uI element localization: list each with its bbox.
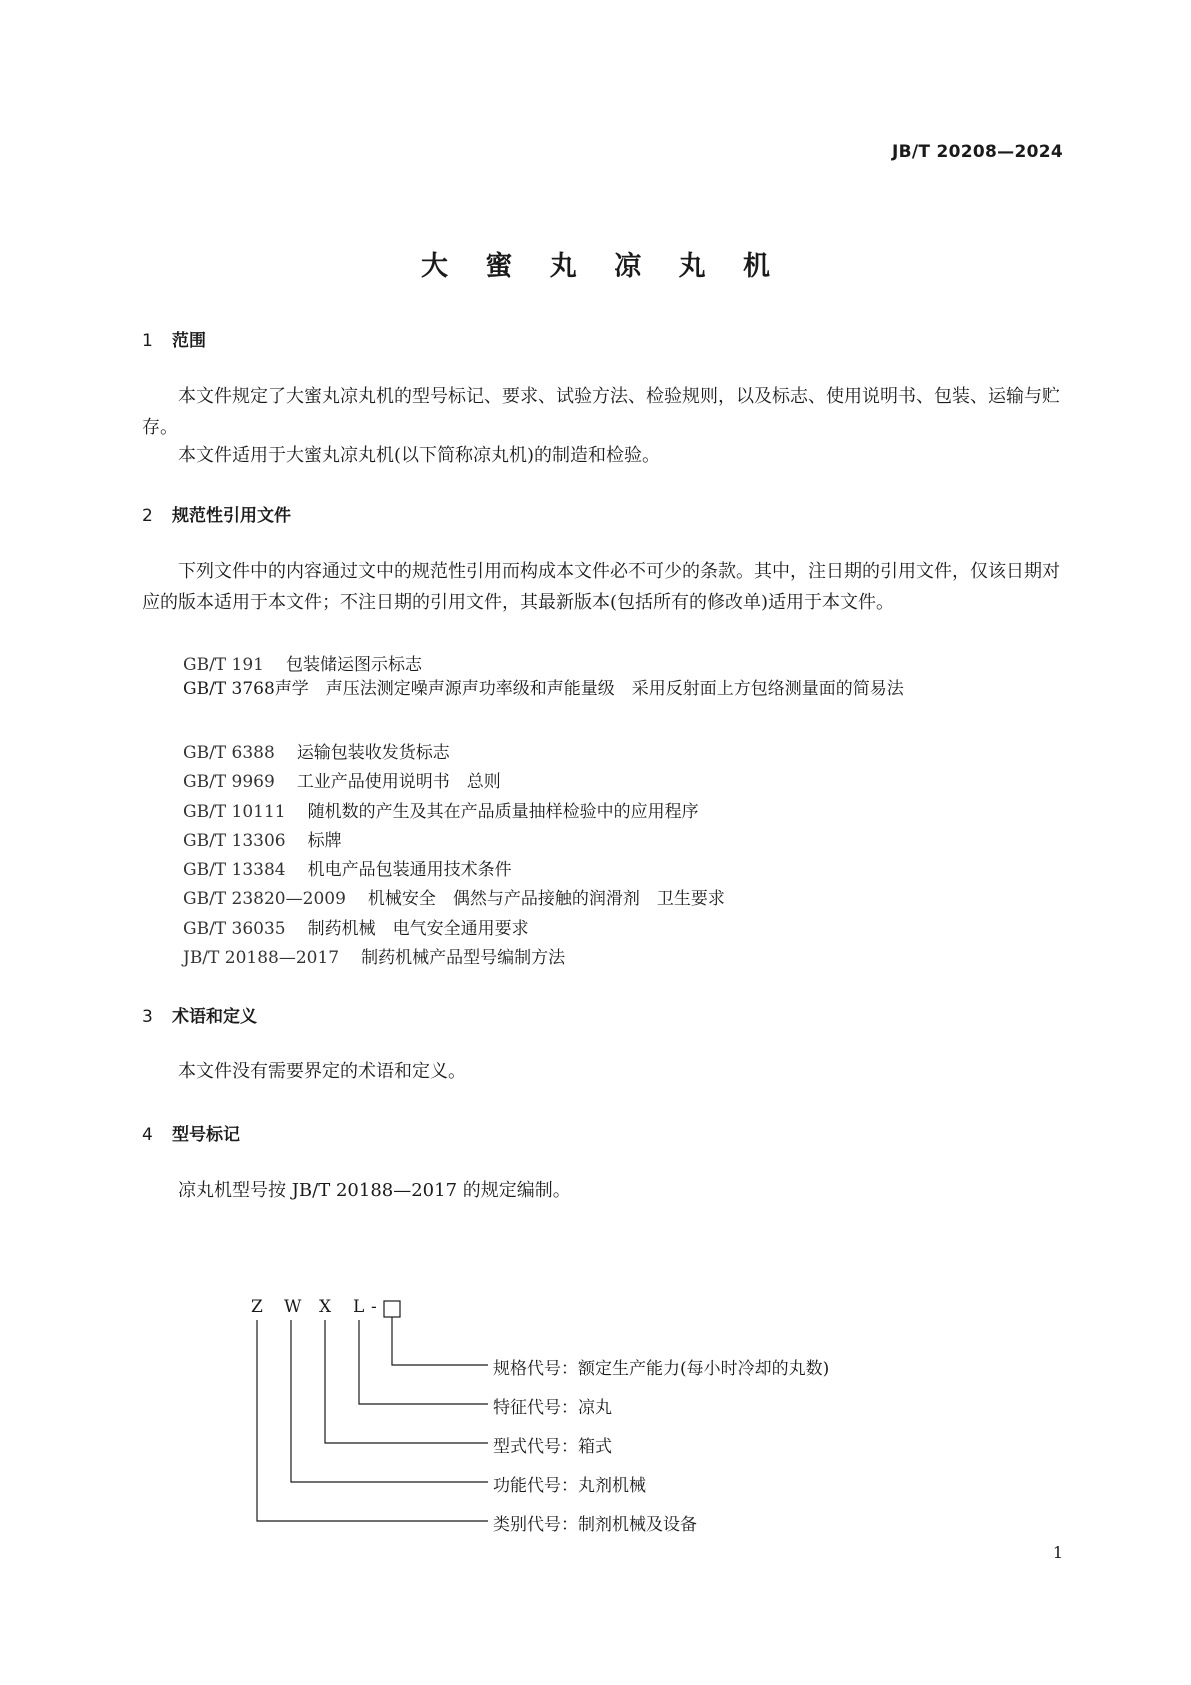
normative-intro: 下列文件中的内容通过文中的规范性引用而构成本文件必不可少的条款。其中，注日期的引用文件，仅该日期对应的版本适用于本文件；不注日期的引用文件，其最新版本(包括所有的修改单)适用于本文件。 [142, 561, 1060, 613]
section-title: 术语和定义 [172, 1007, 257, 1027]
reference-item: GB/T 13384 机电产品包装通用技术条件 [183, 860, 512, 880]
section-number: 3 [142, 1007, 153, 1027]
section-title: 规范性引用文件 [172, 506, 291, 526]
leader-line-function [291, 1320, 488, 1482]
model-intro: 凉丸机型号按 JB/T 20188—2017 的规定编制。 [178, 1180, 571, 1201]
section-heading-model [142, 1120, 240, 1145]
section-number: 1 [142, 331, 153, 351]
section-title: 型号标记 [172, 1125, 240, 1145]
reference-item: GB/T 13306 标牌 [183, 831, 342, 851]
reference-item: JB/T 20188—2017 制药机械产品型号编制方法 [183, 948, 566, 968]
reference-item: GB/T 3768声学 声压法测定噪声源声功率级和声能量级 采用反射面上方包络测量面的简易法 [183, 679, 904, 699]
model-dash: - [371, 1297, 377, 1317]
label-category-code: 类别代号：制剂机械及设备 [493, 1515, 697, 1535]
label-function-code: 功能代号：丸剂机械 [493, 1476, 646, 1496]
scope-paragraph-2: 本文件适用于大蜜丸凉丸机(以下简称凉丸机)的制造和检验。 [178, 445, 661, 466]
label-spec-code: 规格代号：额定生产能力(每小时冷却的丸数) [493, 1359, 830, 1379]
section-heading-scope [142, 326, 206, 351]
label-feature-code: 特征代号：凉丸 [493, 1398, 612, 1418]
model-letter-x: X [319, 1297, 332, 1317]
reference-item: GB/T 23820—2009 机械安全 偶然与产品接触的润滑剂 卫生要求 [183, 889, 725, 909]
spec-code-box [384, 1301, 400, 1317]
model-letter-w: W [284, 1297, 302, 1317]
leader-line-type [325, 1320, 488, 1443]
section-number: 4 [142, 1125, 153, 1145]
reference-item: GB/T 6388 运输包装收发货标志 [183, 743, 450, 763]
standard-code: JB/T 20208—2024 [892, 142, 1063, 162]
document-title: 大 蜜 丸 凉 丸 机 [421, 251, 784, 282]
leader-line-spec [392, 1317, 488, 1365]
section-heading-terms [142, 1002, 257, 1027]
model-letter-z: Z [251, 1297, 263, 1317]
label-type-code: 型式代号：箱式 [493, 1437, 612, 1457]
terms-paragraph: 本文件没有需要界定的术语和定义。 [178, 1061, 466, 1082]
leader-line-feature [359, 1320, 488, 1404]
section-heading-normative [142, 501, 291, 526]
model-letter-l: L [353, 1297, 365, 1317]
reference-item: GB/T 191 包装储运图示标志 [183, 655, 422, 675]
page-number: 1 [1052, 1543, 1063, 1562]
scope-paragraph-1: 本文件规定了大蜜丸凉丸机的型号标记、要求、试验方法、检验规则，以及标志、使用说明书、包装、运输与贮存。 [142, 386, 1060, 438]
reference-item: GB/T 9969 工业产品使用说明书 总则 [183, 772, 501, 792]
reference-item: GB/T 36035 制药机械 电气安全通用要求 [183, 919, 529, 939]
reference-item: GB/T 10111 随机数的产生及其在产品质量抽样检验中的应用程序 [183, 802, 699, 822]
section-title: 范围 [172, 331, 206, 351]
leader-line-category [257, 1320, 488, 1521]
section-number: 2 [142, 506, 153, 526]
